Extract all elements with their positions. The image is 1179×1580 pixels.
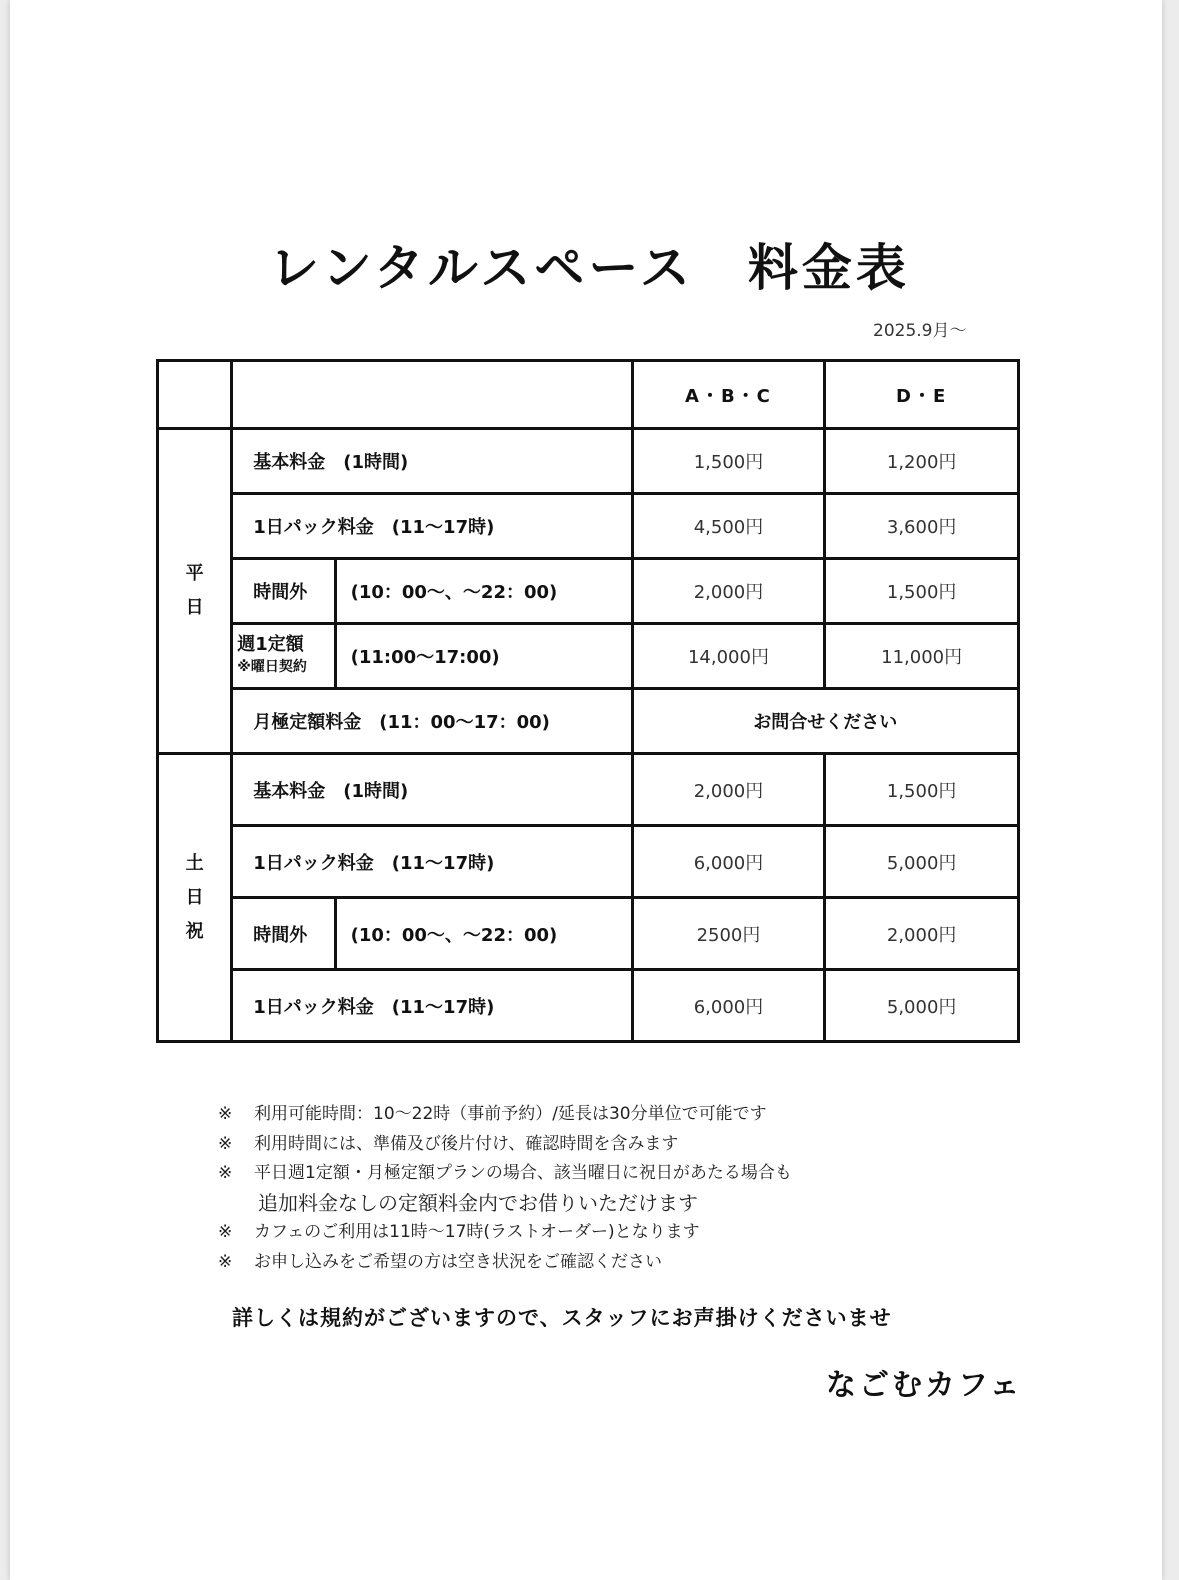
price-de: 11,000円 xyxy=(825,624,1019,689)
header-empty-cell xyxy=(232,361,632,429)
weekly-label: 週1定額 xyxy=(237,634,304,655)
shop-name: なごむカフェ xyxy=(826,1368,1023,1403)
row-time: (10：00～、～22：00) xyxy=(335,898,632,970)
note-item: ※ 利用時間には、準備及び後片付け、確認時間を含みます xyxy=(218,1133,679,1154)
table-row xyxy=(158,689,1019,754)
price-abc: 6,000円 xyxy=(632,826,825,898)
row-label: 基本料金 (1時間) xyxy=(232,429,632,494)
price-de: 5,000円 xyxy=(825,970,1019,1042)
effective-date: 2025.9月～ xyxy=(873,321,967,341)
price-de: 1,500円 xyxy=(825,754,1019,826)
footer-message: 詳しくは規約がございますので、スタッフにお声掛けくださいませ xyxy=(232,1306,892,1330)
price-de: 3,600円 xyxy=(825,494,1019,559)
table-row xyxy=(158,494,1019,559)
price-abc: 14,000円 xyxy=(632,624,825,689)
price-de: 5,000円 xyxy=(825,826,1019,898)
weekly-note: ※曜日契約 xyxy=(237,659,307,675)
price-abc: 2500円 xyxy=(632,898,825,970)
row-label: 1日パック料金 (11～17時) xyxy=(232,826,632,898)
row-label: 1日パック料金 (11～17時) xyxy=(232,494,632,559)
header-de: D・E xyxy=(825,361,1019,429)
price-table xyxy=(156,359,1020,1043)
page-title: レンタルスペース 料金表 xyxy=(269,239,910,297)
notes-list xyxy=(218,1100,792,1277)
header-empty-cell xyxy=(158,361,232,429)
table-row xyxy=(158,754,1019,826)
inquiry-cell: お問合せください xyxy=(632,689,1018,754)
row-time: (10：00～、～22：00) xyxy=(335,559,632,624)
price-abc: 2,000円 xyxy=(632,559,825,624)
note-continuation: 追加料金なしの定額料金内でお借りいただけます xyxy=(258,1190,698,1215)
row-label: 時間外 xyxy=(232,559,335,624)
table-row xyxy=(158,429,1019,494)
price-de: 1,500円 xyxy=(825,559,1019,624)
table-row xyxy=(158,826,1019,898)
price-abc: 4,500円 xyxy=(632,494,825,559)
header-abc: A・B・C xyxy=(632,361,825,429)
table-row xyxy=(158,898,1019,970)
table-row xyxy=(158,970,1019,1042)
category-weekday: 平 日 xyxy=(158,429,232,754)
price-abc: 1,500円 xyxy=(632,429,825,494)
row-label: 1日パック料金 (11～17時) xyxy=(232,970,632,1042)
note-item: ※ お申し込みをご希望の方は空き状況をご確認ください xyxy=(218,1251,662,1272)
price-abc: 2,000円 xyxy=(632,754,825,826)
row-label xyxy=(232,624,335,689)
note-item: ※ 平日週1定額・月極定額プランの場合、該当曜日に祝日があたる場合も xyxy=(218,1163,792,1183)
category-holiday: 土 日 祝 xyxy=(158,754,232,1042)
price-de: 1,200円 xyxy=(825,429,1019,494)
row-label: 基本料金 (1時間) xyxy=(232,754,632,826)
note-item: ※ カフェのご利用は11時～17時(ラストオーダー)となります xyxy=(218,1222,700,1242)
row-time: (11:00～17:00) xyxy=(335,624,632,689)
row-label: 月極定額料金 (11：00～17：00) xyxy=(232,689,632,754)
price-de: 2,000円 xyxy=(825,898,1019,970)
table-header-row xyxy=(158,361,1019,429)
price-abc: 6,000円 xyxy=(632,970,825,1042)
row-label: 時間外 xyxy=(232,898,335,970)
table-row xyxy=(158,559,1019,624)
note-item: ※ 利用可能時間：10～22時（事前予約）/延長は30分単位で可能です xyxy=(218,1104,767,1124)
table-row xyxy=(158,624,1019,689)
